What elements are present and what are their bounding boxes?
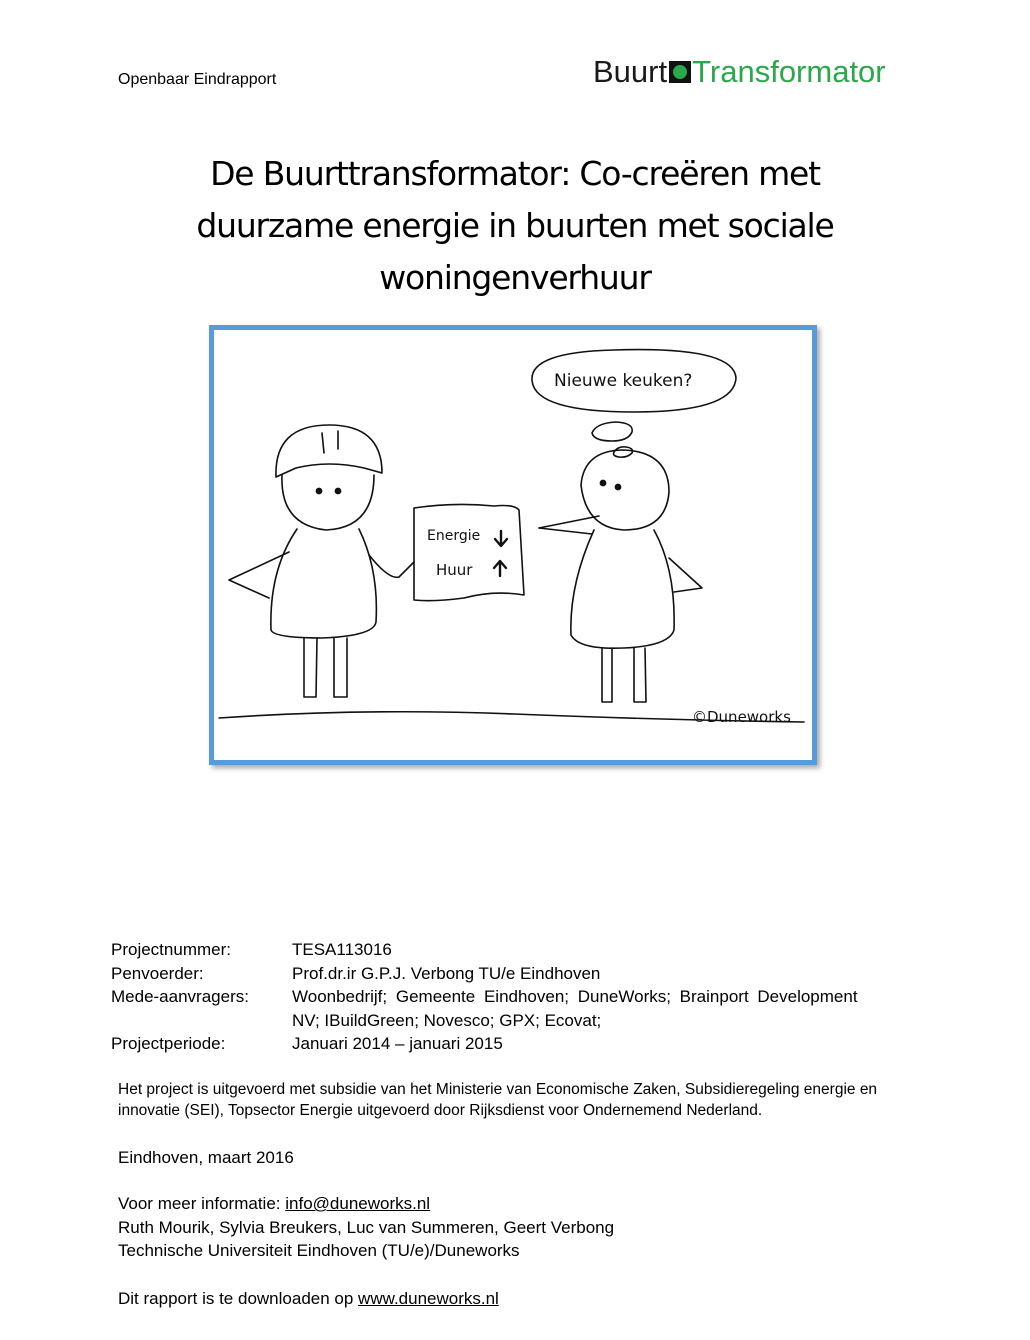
arrow-down-icon: [495, 531, 507, 546]
copyright-signature: ©Duneworks: [692, 708, 791, 726]
title-line: duurzame energie in buurten met sociale: [196, 206, 834, 245]
cartoon-drawing: [214, 330, 812, 760]
page-title: [130, 148, 900, 304]
arrow-up-icon: [494, 561, 506, 576]
buurttransformator-logo: [593, 55, 886, 89]
right-arm-upper: [539, 528, 592, 534]
right-head: [581, 450, 669, 530]
meta-label: Mede-aanvragers:: [111, 987, 249, 1006]
meta-row-period: [111, 1032, 901, 1056]
logo-text-transformator: Transformator: [692, 54, 886, 89]
project-metadata: [111, 938, 901, 1056]
meta-row-project-number: [111, 938, 901, 962]
right-legs: [602, 648, 646, 702]
download-prefix: Dit rapport is te downloaden op: [118, 1289, 359, 1308]
logo-leaf-icon: [669, 61, 691, 83]
left-legs: [304, 638, 347, 697]
right-eye: [615, 484, 620, 489]
hard-hat-stripes: [322, 431, 338, 453]
thought-bubble-small: [592, 422, 632, 441]
cartoon-illustration: [209, 325, 817, 765]
meta-value: NV; IBuildGreen; Novesco; GPX; Ecovat;: [292, 1010, 602, 1030]
right-eye: [600, 480, 605, 485]
title-line: De Buurttransformator: Co-creëren met: [210, 154, 820, 193]
sign-energie-label: Energie: [427, 528, 481, 544]
meta-label: Penvoerder:: [111, 963, 204, 983]
right-arm: [669, 558, 702, 592]
meta-row-co-applicants: [111, 985, 901, 1009]
download-link[interactable]: www.duneworks.nl: [358, 1289, 499, 1308]
contact-prefix: Voor meer informatie:: [118, 1194, 286, 1213]
contact-info-line: [118, 1192, 430, 1216]
logo-text-buurt: Buurt: [593, 54, 668, 89]
title-line: woningenverhuur: [379, 258, 651, 297]
institution-line: Technische Universiteit Eindhoven (TU/e)/Duneworks: [118, 1241, 520, 1260]
right-body: [571, 530, 674, 648]
left-arm: [229, 552, 289, 598]
meta-value: TESA113016: [292, 940, 392, 959]
meta-value: Prof.dr.ir G.P.J. Verbong TU/e Eindhoven: [292, 963, 601, 983]
meta-value: Januari 2014 – januari 2015: [292, 1034, 503, 1053]
speech-bubble-text: Nieuwe keuken?: [554, 371, 693, 391]
meta-label: Projectnummer:: [111, 940, 231, 959]
email-link[interactable]: info@duneworks.nl: [285, 1194, 431, 1213]
meta-row-lead: [111, 962, 901, 986]
subsidy-paragraph: Het project is uitgevoerd met subsidie van het Ministerie van Economische Zaken, Subsidieregeling energie en innovatie (SEI), Topsector Energie uitgevoerd door Rijksdienst voor Ondernemend Nederland.: [118, 1081, 878, 1119]
place-date: Eindhoven, maart 2016: [118, 1148, 294, 1167]
hard-hat-icon: [276, 425, 382, 477]
left-arm-holding: [369, 555, 414, 577]
left-head: [282, 475, 374, 530]
meta-value: Woonbedrijf; Gemeente Eindhoven; DuneWorks; Brainport Development: [292, 987, 858, 1006]
right-hand-to-chin: [539, 516, 599, 528]
left-body: [271, 529, 377, 638]
report-type-label: Openbaar Eindrapport: [118, 71, 277, 88]
sign-paper: [414, 504, 524, 600]
meta-row-co-applicants-cont: [111, 1009, 901, 1033]
thought-bubble-tiny: [614, 447, 633, 457]
meta-label: Projectperiode:: [111, 1034, 226, 1053]
left-eye: [335, 488, 340, 493]
sign-huur-label: Huur: [436, 561, 473, 579]
authors-line: Ruth Mourik, Sylvia Breukers, Luc van Summeren, Geert Verbong: [118, 1218, 615, 1237]
download-line: [118, 1287, 499, 1311]
left-eye: [316, 488, 321, 493]
